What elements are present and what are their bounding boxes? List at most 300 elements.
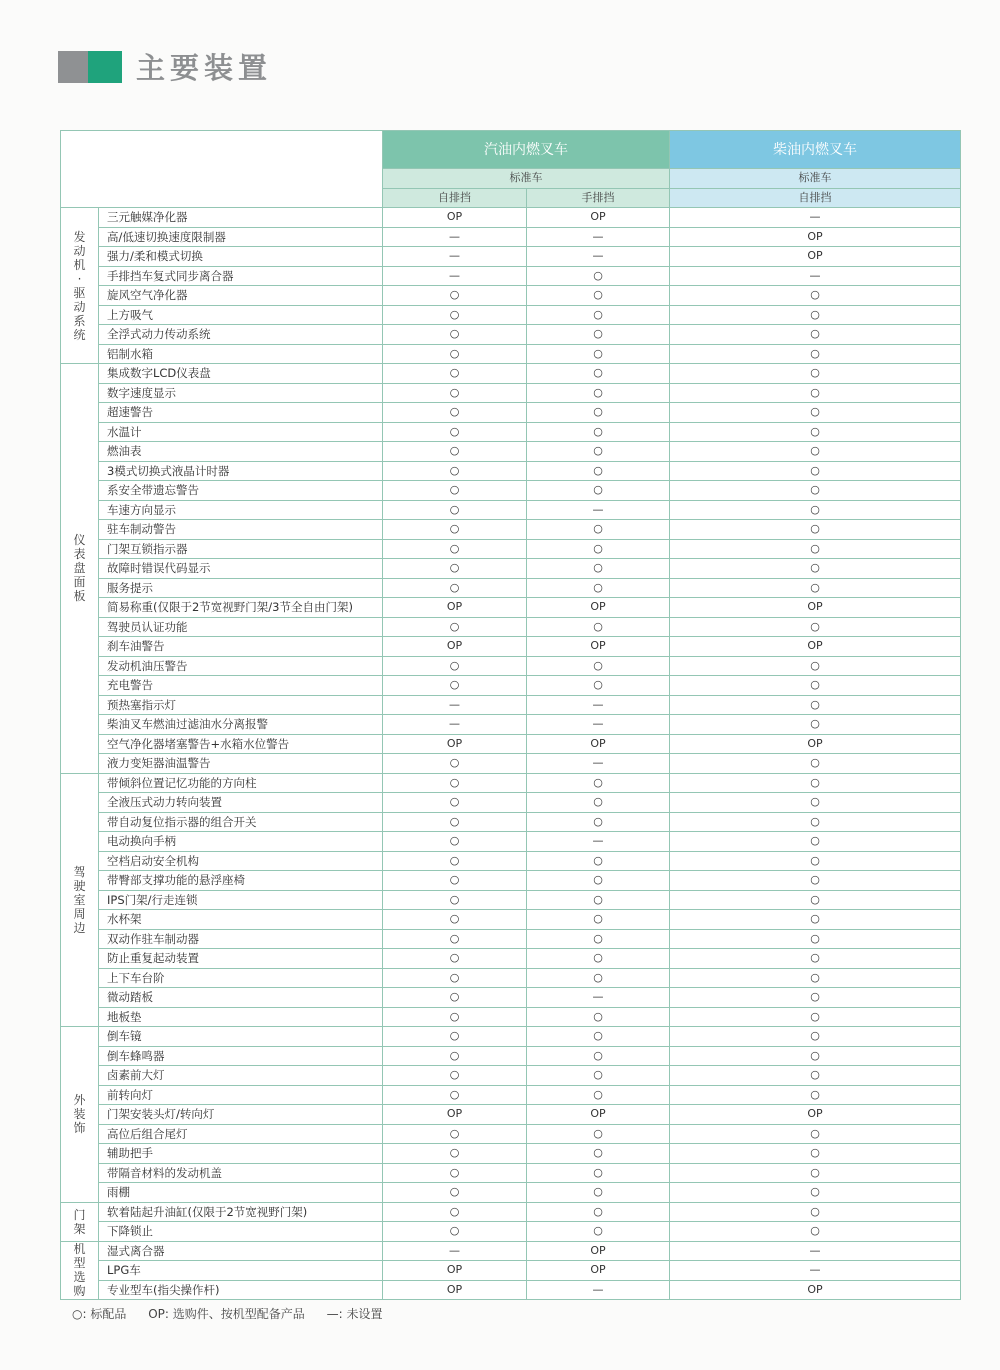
- feature-value: ○: [383, 676, 527, 696]
- feature-name: 车速方向显示: [99, 500, 383, 520]
- feature-value: ○: [383, 461, 527, 481]
- table-row: [61, 734, 961, 754]
- feature-name: 水杯架: [99, 910, 383, 930]
- feature-value: ○: [670, 500, 961, 520]
- feature-name: 专业型车(指尖操作杆): [99, 1280, 383, 1300]
- feature-value: ○: [383, 422, 527, 442]
- table-row: [61, 1183, 961, 1203]
- table-row: [61, 1144, 961, 1164]
- feature-value: OP: [670, 1280, 961, 1300]
- group-label: [61, 1027, 99, 1203]
- feature-value: ○: [383, 929, 527, 949]
- table-row: [61, 1261, 961, 1281]
- feature-name: 带隔音材料的发动机盖: [99, 1163, 383, 1183]
- feature-name: 3模式切换式液晶计时器: [99, 461, 383, 481]
- table-row: [61, 988, 961, 1008]
- feature-value: —: [527, 695, 670, 715]
- feature-name: 铝制水箱: [99, 344, 383, 364]
- feature-value: ○: [383, 578, 527, 598]
- feature-value: ○: [527, 559, 670, 579]
- table-row: [61, 656, 961, 676]
- table-row: [61, 266, 961, 286]
- table-row: [61, 325, 961, 345]
- header-diesel-standard: 标准车: [670, 169, 961, 189]
- feature-name: 驾驶员认证功能: [99, 617, 383, 637]
- table-row: [61, 832, 961, 852]
- feature-value: ○: [670, 773, 961, 793]
- feature-value: —: [670, 208, 961, 228]
- feature-name: 空气净化器堵塞警告+水箱水位警告: [99, 734, 383, 754]
- table-row: [61, 578, 961, 598]
- feature-value: —: [383, 695, 527, 715]
- feature-value: ○: [383, 325, 527, 345]
- table-row: [61, 442, 961, 462]
- table-row: [61, 890, 961, 910]
- feature-name: 雨棚: [99, 1183, 383, 1203]
- feature-value: ○: [527, 403, 670, 423]
- group-label-text: 驾驶室周边: [73, 864, 86, 935]
- feature-value: —: [527, 247, 670, 267]
- feature-value: OP: [527, 1241, 670, 1261]
- feature-value: ○: [670, 364, 961, 384]
- feature-value: OP: [527, 637, 670, 657]
- header-blank: [61, 131, 383, 208]
- feature-value: —: [527, 227, 670, 247]
- table-row: [61, 617, 961, 637]
- feature-value: ○: [383, 520, 527, 540]
- feature-value: ○: [670, 1007, 961, 1027]
- feature-value: ○: [383, 988, 527, 1008]
- feature-value: ○: [527, 871, 670, 891]
- feature-value: ○: [670, 1046, 961, 1066]
- feature-value: ○: [670, 442, 961, 462]
- feature-value: ○: [383, 812, 527, 832]
- feature-name: 倒车蜂鸣器: [99, 1046, 383, 1066]
- table-row: [61, 286, 961, 306]
- feature-name: 软着陆起升油缸(仅限于2节宽视野门架): [99, 1202, 383, 1222]
- feature-value: ○: [670, 871, 961, 891]
- feature-value: ○: [527, 1163, 670, 1183]
- feature-value: ○: [383, 1163, 527, 1183]
- feature-value: OP: [670, 734, 961, 754]
- feature-value: ○: [527, 773, 670, 793]
- title-green-block: [88, 51, 122, 83]
- feature-name: 双动作驻车制动器: [99, 929, 383, 949]
- table-row: [61, 500, 961, 520]
- feature-value: —: [527, 715, 670, 735]
- feature-value: ○: [383, 890, 527, 910]
- feature-value: —: [527, 832, 670, 852]
- table-row: [61, 1124, 961, 1144]
- feature-value: ○: [527, 1144, 670, 1164]
- feature-value: OP: [383, 1261, 527, 1281]
- feature-value: ○: [527, 461, 670, 481]
- feature-name: 微动踏板: [99, 988, 383, 1008]
- table-row: [61, 793, 961, 813]
- feature-value: ○: [527, 617, 670, 637]
- feature-value: ○: [670, 422, 961, 442]
- feature-value: ○: [383, 871, 527, 891]
- table-row: [61, 247, 961, 267]
- feature-name: 带自动复位指示器的组合开关: [99, 812, 383, 832]
- feature-value: ○: [527, 422, 670, 442]
- table-row: [61, 364, 961, 384]
- feature-name: 门架互锁指示器: [99, 539, 383, 559]
- feature-value: —: [670, 1261, 961, 1281]
- feature-value: —: [527, 1280, 670, 1300]
- feature-name: 水温计: [99, 422, 383, 442]
- feature-value: ○: [670, 325, 961, 345]
- table-row: [61, 812, 961, 832]
- header-gasoline-manual: 手排挡: [527, 188, 670, 208]
- feature-value: ○: [670, 890, 961, 910]
- feature-value: OP: [383, 1105, 527, 1125]
- feature-name: 防止重复起动装置: [99, 949, 383, 969]
- table-row: [61, 754, 961, 774]
- feature-value: ○: [383, 793, 527, 813]
- table-row: [61, 1027, 961, 1047]
- feature-value: ○: [527, 656, 670, 676]
- feature-value: ○: [670, 286, 961, 306]
- feature-name: 驻车制动警告: [99, 520, 383, 540]
- group-label: [61, 364, 99, 774]
- feature-value: OP: [670, 227, 961, 247]
- table-row: [61, 715, 961, 735]
- feature-value: ○: [527, 1222, 670, 1242]
- feature-value: ○: [383, 968, 527, 988]
- feature-value: ○: [670, 1144, 961, 1164]
- table-row: [61, 344, 961, 364]
- header-gasoline: 汽油内燃叉车: [383, 131, 670, 169]
- feature-name: 上方吸气: [99, 305, 383, 325]
- feature-value: —: [527, 500, 670, 520]
- feature-value: ○: [527, 1046, 670, 1066]
- feature-value: ○: [527, 481, 670, 501]
- feature-value: OP: [383, 208, 527, 228]
- feature-value: ○: [383, 949, 527, 969]
- feature-value: ○: [383, 1027, 527, 1047]
- feature-value: OP: [670, 1105, 961, 1125]
- feature-name: 前转向灯: [99, 1085, 383, 1105]
- feature-value: ○: [527, 325, 670, 345]
- group-label: [61, 773, 99, 1027]
- feature-value: ○: [383, 1085, 527, 1105]
- feature-value: OP: [383, 598, 527, 618]
- table-row: [61, 227, 961, 247]
- feature-value: ○: [670, 481, 961, 501]
- feature-name: 下降锁止: [99, 1222, 383, 1242]
- header-diesel-auto: 自排挡: [670, 188, 961, 208]
- feature-value: ○: [383, 442, 527, 462]
- feature-value: ○: [383, 851, 527, 871]
- table-row: [61, 305, 961, 325]
- feature-value: ○: [527, 890, 670, 910]
- table-row: [61, 851, 961, 871]
- feature-value: ○: [670, 715, 961, 735]
- feature-value: ○: [383, 910, 527, 930]
- feature-name: 强力/柔和模式切换: [99, 247, 383, 267]
- feature-value: ○: [670, 832, 961, 852]
- feature-value: ○: [383, 754, 527, 774]
- feature-value: —: [383, 227, 527, 247]
- feature-value: ○: [383, 1124, 527, 1144]
- feature-name: 简易称重(仅限于2节宽视野门架/3节全自由门架): [99, 598, 383, 618]
- feature-value: OP: [670, 637, 961, 657]
- feature-value: ○: [670, 403, 961, 423]
- equipment-table: [60, 130, 961, 1300]
- feature-name: 旋风空气净化器: [99, 286, 383, 306]
- feature-value: ○: [527, 968, 670, 988]
- page-title: 主要装置: [136, 51, 273, 85]
- group-label-text: 发动机·驱动系统: [73, 229, 86, 342]
- feature-value: ○: [383, 1222, 527, 1242]
- table-row: [61, 676, 961, 696]
- table-row: [61, 559, 961, 579]
- feature-value: OP: [527, 208, 670, 228]
- feature-value: OP: [383, 734, 527, 754]
- feature-name: 带倾斜位置记忆功能的方向柱: [99, 773, 383, 793]
- feature-value: ○: [670, 949, 961, 969]
- feature-name: 发动机油压警告: [99, 656, 383, 676]
- feature-value: ○: [383, 559, 527, 579]
- feature-value: —: [527, 988, 670, 1008]
- feature-value: ○: [670, 520, 961, 540]
- feature-value: ○: [670, 344, 961, 364]
- table-row: [61, 637, 961, 657]
- feature-value: ○: [670, 929, 961, 949]
- feature-value: —: [383, 715, 527, 735]
- table-row: [61, 871, 961, 891]
- feature-value: ○: [383, 383, 527, 403]
- feature-name: 故障时错误代码显示: [99, 559, 383, 579]
- feature-name: 预热塞指示灯: [99, 695, 383, 715]
- feature-value: ○: [527, 1202, 670, 1222]
- feature-name: 燃油表: [99, 442, 383, 462]
- feature-name: 服务提示: [99, 578, 383, 598]
- feature-value: OP: [527, 734, 670, 754]
- feature-name: 倒车镜: [99, 1027, 383, 1047]
- feature-value: ○: [670, 1222, 961, 1242]
- table-row: [61, 403, 961, 423]
- table-row: [61, 968, 961, 988]
- table-row: [61, 695, 961, 715]
- group-label-text: 仪表盘面板: [73, 533, 86, 604]
- group-label: [61, 1202, 99, 1241]
- feature-value: ○: [527, 949, 670, 969]
- table-row: [61, 208, 961, 228]
- feature-name: 上下车台阶: [99, 968, 383, 988]
- feature-value: ○: [527, 286, 670, 306]
- feature-name: 三元触媒净化器: [99, 208, 383, 228]
- feature-value: ○: [670, 559, 961, 579]
- feature-name: 门架安装头灯/转向灯: [99, 1105, 383, 1125]
- feature-value: ○: [383, 403, 527, 423]
- feature-value: ○: [527, 383, 670, 403]
- feature-value: OP: [527, 1261, 670, 1281]
- table-row: [61, 1202, 961, 1222]
- feature-value: ○: [383, 1066, 527, 1086]
- feature-value: OP: [527, 1105, 670, 1125]
- feature-value: ○: [527, 793, 670, 813]
- legend: [72, 1305, 400, 1322]
- feature-value: ○: [527, 344, 670, 364]
- legend-option: OP: 选购件、按机型配备产品: [148, 1307, 305, 1321]
- feature-name: 高位后组合尾灯: [99, 1124, 383, 1144]
- table-row: [61, 1280, 961, 1300]
- table-row: [61, 1007, 961, 1027]
- feature-value: ○: [670, 754, 961, 774]
- feature-name: 全浮式动力传动系统: [99, 325, 383, 345]
- feature-name: LPG车: [99, 1261, 383, 1281]
- feature-value: ○: [670, 695, 961, 715]
- feature-value: OP: [670, 247, 961, 267]
- table-row: [61, 910, 961, 930]
- feature-name: 空档启动安全机构: [99, 851, 383, 871]
- feature-value: —: [670, 266, 961, 286]
- feature-value: ○: [670, 968, 961, 988]
- table-row: [61, 1241, 961, 1261]
- feature-value: ○: [527, 910, 670, 930]
- feature-value: ○: [670, 793, 961, 813]
- feature-value: ○: [527, 1085, 670, 1105]
- feature-value: ○: [527, 442, 670, 462]
- feature-value: ○: [527, 851, 670, 871]
- feature-value: ○: [670, 1202, 961, 1222]
- feature-value: ○: [670, 539, 961, 559]
- feature-name: 手排挡车复式同步离合器: [99, 266, 383, 286]
- feature-value: ○: [383, 656, 527, 676]
- feature-value: ○: [383, 1202, 527, 1222]
- feature-value: ○: [383, 481, 527, 501]
- table-row: [61, 383, 961, 403]
- feature-name: IPS门架/行走连锁: [99, 890, 383, 910]
- feature-value: OP: [670, 598, 961, 618]
- table-row: [61, 520, 961, 540]
- table-row: [61, 1046, 961, 1066]
- legend-none: —: 未设置: [326, 1307, 383, 1321]
- table-row: [61, 1066, 961, 1086]
- feature-value: ○: [383, 1046, 527, 1066]
- feature-value: —: [383, 266, 527, 286]
- feature-value: ○: [670, 656, 961, 676]
- table-row: [61, 773, 961, 793]
- feature-value: ○: [527, 266, 670, 286]
- feature-value: ○: [670, 578, 961, 598]
- title-grey-block: [58, 51, 88, 83]
- feature-name: 集成数字LCD仪表盘: [99, 364, 383, 384]
- feature-value: ○: [670, 1027, 961, 1047]
- group-label-text: 外装饰: [73, 1093, 86, 1136]
- feature-value: ○: [527, 364, 670, 384]
- feature-name: 辅助把手: [99, 1144, 383, 1164]
- table-row: [61, 1085, 961, 1105]
- table-row: [61, 598, 961, 618]
- feature-value: ○: [670, 305, 961, 325]
- feature-value: ○: [383, 305, 527, 325]
- feature-value: ○: [670, 617, 961, 637]
- feature-value: OP: [383, 637, 527, 657]
- feature-value: ○: [383, 1007, 527, 1027]
- feature-value: ○: [670, 1066, 961, 1086]
- table-row: [61, 929, 961, 949]
- feature-value: ○: [670, 461, 961, 481]
- feature-value: ○: [527, 305, 670, 325]
- feature-value: ○: [527, 1027, 670, 1047]
- header-diesel: 柴油内燃叉车: [670, 131, 961, 169]
- table-row: [61, 1105, 961, 1125]
- feature-value: ○: [670, 1183, 961, 1203]
- feature-value: ○: [383, 364, 527, 384]
- feature-name: 超速警告: [99, 403, 383, 423]
- feature-value: OP: [527, 598, 670, 618]
- feature-value: ○: [527, 676, 670, 696]
- group-label-text: 门架: [73, 1207, 86, 1236]
- feature-value: ○: [383, 500, 527, 520]
- feature-name: 全液压式动力转向装置: [99, 793, 383, 813]
- legend-standard: ○: 标配品: [72, 1307, 127, 1321]
- feature-value: ○: [527, 812, 670, 832]
- feature-value: ○: [383, 617, 527, 637]
- feature-value: ○: [383, 539, 527, 559]
- table-row: [61, 1163, 961, 1183]
- table-row: [61, 461, 961, 481]
- feature-value: ○: [527, 929, 670, 949]
- feature-value: ○: [670, 1085, 961, 1105]
- feature-name: 柴油叉车燃油过滤油水分离报警: [99, 715, 383, 735]
- table-row: [61, 481, 961, 501]
- table-row: [61, 1222, 961, 1242]
- table-row: [61, 949, 961, 969]
- feature-value: ○: [670, 988, 961, 1008]
- feature-value: ○: [383, 1144, 527, 1164]
- header-gasoline-standard: 标准车: [383, 169, 670, 189]
- feature-value: ○: [383, 344, 527, 364]
- feature-value: ○: [527, 1183, 670, 1203]
- group-label: [61, 208, 99, 364]
- feature-value: ○: [670, 812, 961, 832]
- feature-value: ○: [383, 1183, 527, 1203]
- feature-value: ○: [527, 539, 670, 559]
- group-label-text: 机型选购: [73, 1242, 86, 1299]
- feature-name: 充电警告: [99, 676, 383, 696]
- feature-value: ○: [527, 1007, 670, 1027]
- feature-value: —: [670, 1241, 961, 1261]
- feature-value: —: [527, 754, 670, 774]
- feature-name: 系安全带遗忘警告: [99, 481, 383, 501]
- feature-value: —: [383, 1241, 527, 1261]
- feature-value: ○: [527, 578, 670, 598]
- feature-name: 湿式离合器: [99, 1241, 383, 1261]
- table-row: [61, 422, 961, 442]
- table-row: [61, 539, 961, 559]
- feature-name: 地板垫: [99, 1007, 383, 1027]
- feature-value: OP: [383, 1280, 527, 1300]
- feature-value: ○: [670, 1124, 961, 1144]
- header-gasoline-auto: 自排挡: [383, 188, 527, 208]
- feature-value: ○: [383, 832, 527, 852]
- feature-value: ○: [527, 520, 670, 540]
- feature-value: ○: [527, 1066, 670, 1086]
- feature-value: ○: [670, 1163, 961, 1183]
- feature-name: 卤素前大灯: [99, 1066, 383, 1086]
- feature-name: 带臀部支撑功能的悬浮座椅: [99, 871, 383, 891]
- group-label: [61, 1241, 99, 1300]
- equipment-table-body: [61, 208, 961, 1300]
- feature-name: 数字速度显示: [99, 383, 383, 403]
- feature-value: ○: [670, 676, 961, 696]
- feature-name: 刹车油警告: [99, 637, 383, 657]
- feature-value: ○: [670, 383, 961, 403]
